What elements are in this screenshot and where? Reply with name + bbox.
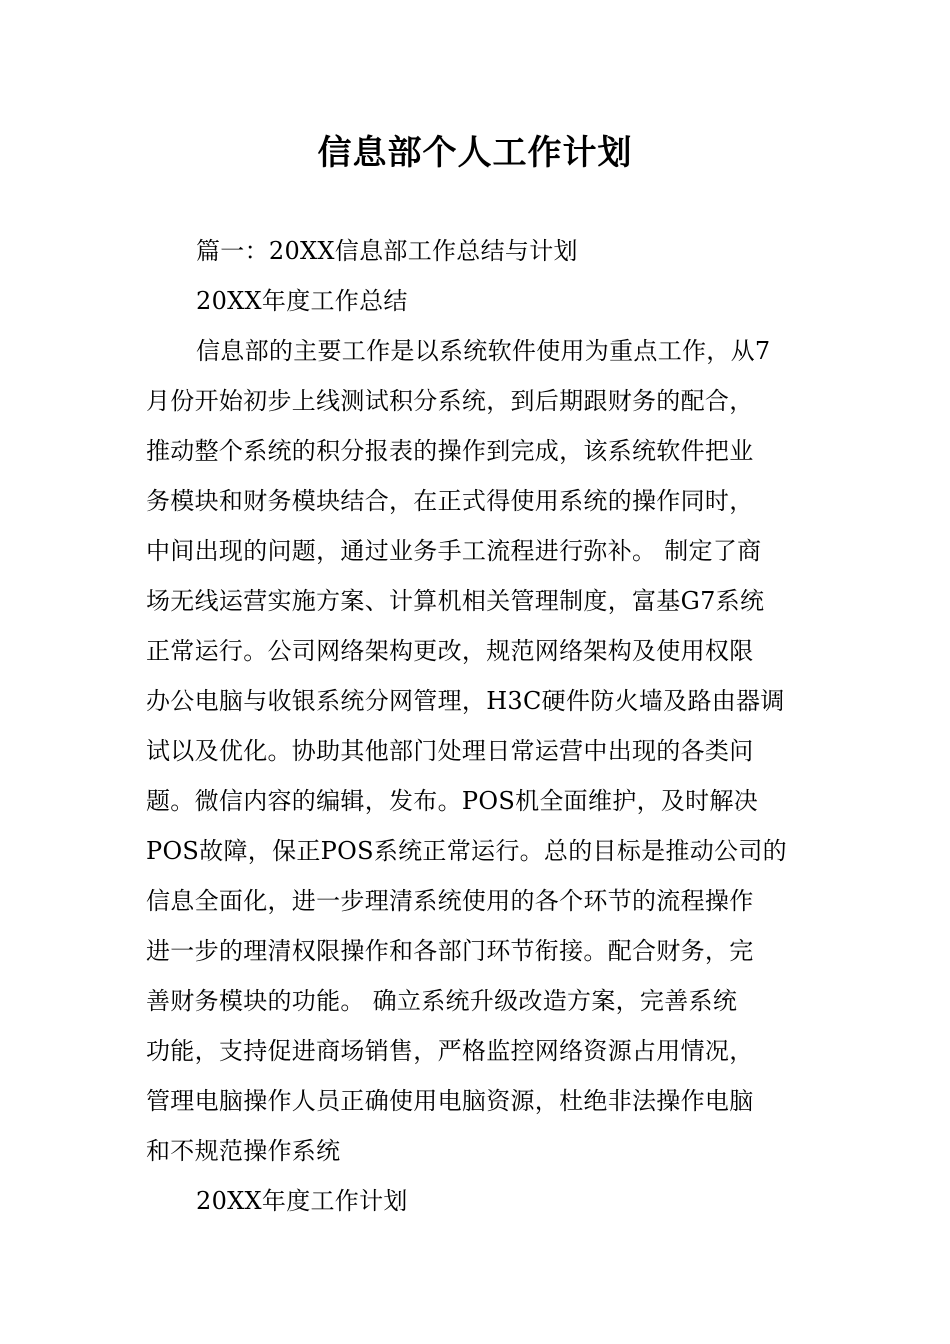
body-line: 场无线运营实施方案、计算机相关管理制度，富基G7系统 <box>146 587 765 615</box>
body-line: 推动整个系统的积分报表的操作到完成，该系统软件把业 <box>146 437 754 465</box>
body-line: 题。微信内容的编辑，发布。POS机全面维护，及时解决 <box>146 787 759 815</box>
body-line: 试以及优化。协助其他部门处理日常运营中出现的各类问 <box>146 737 754 765</box>
body-line: 月份开始初步上线测试积分系统，到后期跟财务的配合， <box>146 387 754 415</box>
body-line: 中间出现的问题，通过业务手工流程进行弥补。 制定了商 <box>146 537 762 565</box>
body-line: 管理电脑操作人员正确使用电脑资源，杜绝非法操作电脑 <box>146 1087 754 1115</box>
body-line: 信息全面化，进一步理清系统使用的各个环节的流程操作 <box>146 887 754 915</box>
body-line: POS故障，保正POS系统正常运行。总的目标是推动公司的 <box>146 837 787 865</box>
body-line: 正常运行。公司网络架构更改，规范网络架构及使用权限 <box>146 637 754 665</box>
body-line: 信息部的主要工作是以系统软件使用为重点工作，从7 <box>196 337 771 365</box>
body-line: 功能，支持促进商场销售，严格监控网络资源占用情况， <box>146 1037 754 1065</box>
body-line: 进一步的理清权限操作和各部门环节衔接。配合财务，完 <box>146 937 754 965</box>
summary-heading: 20XX年度工作总结 <box>196 287 408 315</box>
body-line: 和不规范操作系统 <box>146 1137 341 1165</box>
body-line: 善财务模块的功能。 确立系统升级改造方案，完善系统 <box>146 987 738 1015</box>
body-line: 办公电脑与收银系统分网管理，H3C硬件防火墙及路由器调 <box>146 687 785 715</box>
plan-heading: 20XX年度工作计划 <box>196 1187 408 1215</box>
document-title: 信息部个人工作计划 <box>317 133 633 173</box>
section-heading: 篇一：20XX信息部工作总结与计划 <box>196 237 578 265</box>
body-line: 务模块和财务模块结合，在正式得使用系统的操作同时， <box>146 487 754 515</box>
